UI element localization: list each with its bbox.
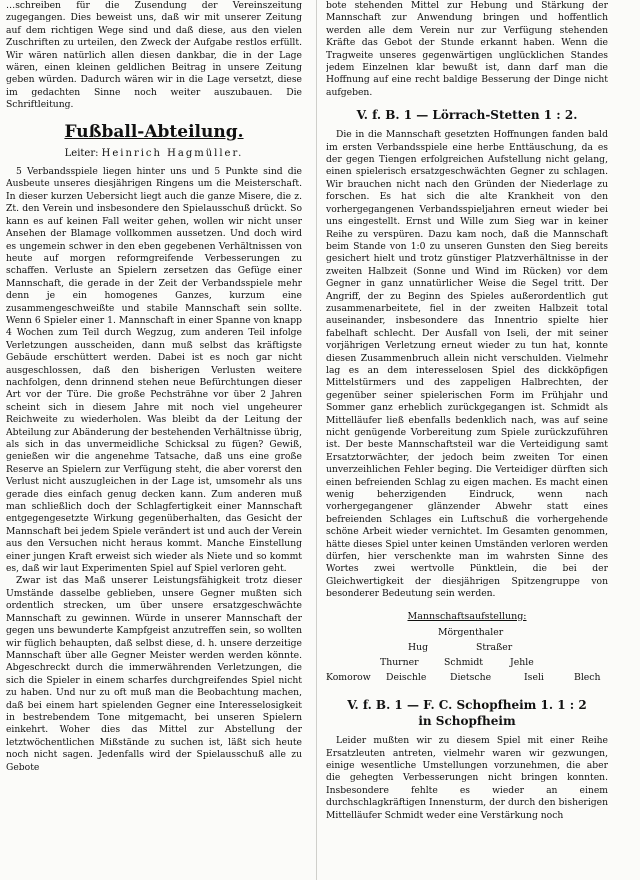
lineup-block (326, 627, 608, 689)
match2-heading (326, 697, 608, 729)
lineup-forward: Deischle (386, 672, 427, 684)
match1-report: Die in die Mannschaft gesetzten Hoffnungen fanden bald im ersten Verbandsspiele eine herbe Enttäuschung, da es der gegen Tiengen erfolgreichen Aufstellung nicht gelang, einen spielerisch ersatzgeschwächten Gegner zu schlagen. Wir brauchen nicht nach den Gründen der Niederlage zu forschen. Es hat sich die alte Krankheit von den vorhergegangenen Verbandsspieljahren erneut wieder bei uns eingestellt. Ernst und Wille zum Sieg war in keiner Reihe zu verspüren. Dazu kam noch, daß die Mannschaft beim Stande von 1:0 zu unseren Gunsten den Sieg bereits gesichert hielt und trotz günstiger Platzverhältnisse in der zweiten Halbzeit (Sonne und Wind im Rücken) vor dem Gegner in ganz unnatürlicher Weise die Segel tritt. Der Angriff, der zu Beginn des Spieles außerordentlich gut zusammenarbeitete, fiel in der zweiten Halbzeit total auseinander, insbesondere das Innentrio spielte hier fabelhaft schlecht. Der Ausfall von Iseli, der mit seiner vorjährigen Verletzung erneut wieder zu tun hat, konnte diesen Zusammenbruch allein nicht verschulden. Vielmehr lag es an dem interesselosen Spiel des dickköpfigen Mittelstürmers und des zappeligen Halbrechten, der gegenüber seiner spielerischen Form im Frühjahr und Sommer ganz erheblich zurückgegangen ist. Schmidt als Mittelläufer ließ ebenfalls bedenklich nach, was auf seine nicht genügende Vorbereitung zum Spiele zurückzuführen ist. Der beste Mannschaftsteil war die Verteidigung samt Ersatztorwächter, der jedoch beim zweiten Tor einen unverzeihlichen Fehler beging. Die Verteidiger dürften sich einen befreienden Schlag zu eigen machen. Es macht einen wenig beherzigenden Eindruck, wenn nach vorhergegangener glänzender Abwehr statt eines befreienden Schlages ein Luftschuß die vorhergehende schöne Arbeit wieder vernichtet. Im Gesamten genommen, hätte dieses Spiel unter keinen Umständen verloren werden dürfen, hier verschenkte man im wahrsten Sinne des Wortes zwei wertvolle Pünktlein, die bei der Gleichwertigkeit der diesjährigen Spitzengruppe von besonderer Bedeutung sein werden. (326, 129, 608, 600)
lineup-half: Thurner (380, 657, 419, 669)
match2-report: Leider mußten wir zu diesem Spiel mit einer Reihe Ersatzleuten antreten, vielmehr waren wir gezwungen, einige wesentliche Umstellungen vorzunehmen, die aber die gehegten Verbesserungen nicht bringen konnten. Insbesondere fehlte es wieder an einem durchschlagkräftigen Innensturm, der durch den bisherigen Mittelläufer Schmidt weder eine Verstärkung noch (326, 735, 608, 821)
body-paragraph-2: Zwar ist das Maß unserer Leistungsfähigkeit trotz dieser Umstände dasselbe geblieben, unsere Gegner mußten sich ordentlich strecken, um über unsere ersatzgeschwächte Mannschaft zu gewinnen. Würde in unserer Mannschaft der gegen uns bewunderte Kampfgeist anzutreffen sein, so wollten wir füglich behaupten, daß selbst diese, d. h. unsere derzeitige Mannschaft über alle Gegner Meister werden werden könnte. Abgeschreckt durch die immerwährenden Verletzungen, die sich die Spieler in einem scharfes durchgreifendes Spiel nicht zu haben. Und nur zu oft muß man die Beobachtung machen, daß bei einem hart spielenden Gegner eine Interesselosigkeit in bestrebendem Tone mitgemacht, bei unseren Spielern einkehrt. Woher dies das Mittel zur Abstellung der letztwöchentlichen Mißstände zu suchen ist, läßt sich heute noch nicht sagen. Jedenfalls wird der Spielausschuß alle zu Gebote (6, 575, 302, 773)
match2-heading-line1: V. f. B. 1 — F. C. Schopfheim 1. 1 : 2 (347, 698, 587, 713)
intro-paragraph: …schreiben für die Zusendung der Vereinszeitung zugegangen. Dies beweist uns, daß wir mit unserer Zeitung auf dem richtigen Wege sind und daß diese, aus den vielen Zuschriften zu urteilen, den Zweck der Aufgabe restlos erfüllt. Wir wären natürlich allen diesen dankbar, die in der Lage wären, einen kleinen geldlichen Beitrag in unsere Zeitung geben würden. Dadurch wären wir in die Lage versetzt, diese im gedachten Sinne noch weiter auszubauen. Die Schriftleitung. (6, 0, 302, 111)
continuation-paragraph: bote stehenden Mittel zur Hebung und Stärkung der Mannschaft zur Anwendung bringen und hoffentlich werden alle dem Verein nur zur Verfügung stehenden Kräfte das Gebot der Stunde erkannt haben. Wenn die Tragweite unseres gegenwärtigen unglücklichen Standes jedem Einzelnen klar bewußt ist, dann darf man die Hoffnung auf eine recht baldige Besserung der Dinge nicht aufgeben. (326, 0, 608, 98)
right-column (326, 0, 608, 880)
leader-name: Heinrich Hagmüller. (101, 147, 244, 159)
body-paragraph: 5 Verbandsspiele liegen hinter uns und 5 Punkte sind die Ausbeute unseres diesjährigen Ringens um die Meisterschaft. In dieser kurzen Uebersicht liegt auch die ganze Misere, die z. Zt. den Verein und insbesondere den Spielausschuß drückt. So kann es auf keinen Fall weiter gehen, wollen wir nicht unser Ansehen der Blamage vollkommen aussetzen. Und doch wird es ungemein schwer in den eben gegebenen Verhältnissen von heute auf morgen reformgreifende Verbesserungen zu schaffen. Verluste an Spielern zersetzen das Gefüge einer Mannschaft, die gerade in der Zeit der Verbandsspiele mehr denn je ein homogenes Ganzes, kurzum eine zusammengeschweißte und stabile Mannschaft sein sollte. Wenn 6 Spieler einer 1. Mannschaft in einer Spanne von knapp 4 Wochen zum Teil durch Wegzug, zum anderen Teil infolge Verletzungen ausscheiden, dann muß selbst das kräftigste Gebäude erschüttert werden. Dabei ist es noch gar nicht ausgeschlossen, daß den bisherigen Verlusten weitere nachfolgen, denn drinnend stehen neue Befürchtungen dieser Art vor der Türe. Die große Pechsträhne vor über 2 Jahren scheint sich in diesem Jahre mit noch viel ungeheurer Reichweite zu wiederholen. Was bleibt da der Leitung der Abteilung zur Abänderung der bestehenden Verhältnisse übrig, als sich in das unvermeidliche Schicksal zu fügen? Gewiß, genießen wir die angenehme Tatsache, daß uns eine große Reserve an Spielern zur Verfügung steht, die aber vorerst den Verlust nicht auszugleichen in der Lage ist, umsomehr als uns gerade dies einfach genug decken kann. Zum anderen muß man schließlich doch der Schlagfertigkeit einer Mannschaft entgegengesetzte Wirkung gegenüberhalten, das Gesicht der Mannschaft bei jedem Spiele verändert ist und auch der Verein aus den Versuchen nicht heraus kommt. Manche Einstellung einer jungen Kraft erweist sich wieder als Niete und so kommt es, daß wir laut Experimenten Spiel auf Spiel verloren geht. (6, 166, 302, 575)
lineup-forward: Komorow (326, 672, 371, 684)
lineup-forward: Iseli (524, 672, 544, 684)
leader-line (6, 148, 302, 160)
left-column (6, 0, 302, 880)
lineup-forward: Blech (574, 672, 601, 684)
leader-label: Leiter: (64, 147, 99, 159)
match1-heading: V. f. B. 1 — Lörrach-Stetten 1 : 2. (356, 108, 578, 123)
lineup-goal: Mörgenthaler (438, 627, 504, 639)
lineup-half: Schmidt (444, 657, 484, 669)
lineup-back: Hug (408, 642, 429, 654)
lineup-back: Straßer (476, 642, 513, 654)
lineup-title: Mannschaftsaufstellung: (407, 610, 527, 622)
lineup-half: Jehle (510, 657, 534, 669)
lineup-forward: Dietsche (450, 672, 492, 684)
match2-heading-line2: in Schopfheim (418, 714, 516, 729)
column-divider (316, 0, 317, 880)
section-title: Fußball-Abteilung. (64, 121, 244, 142)
